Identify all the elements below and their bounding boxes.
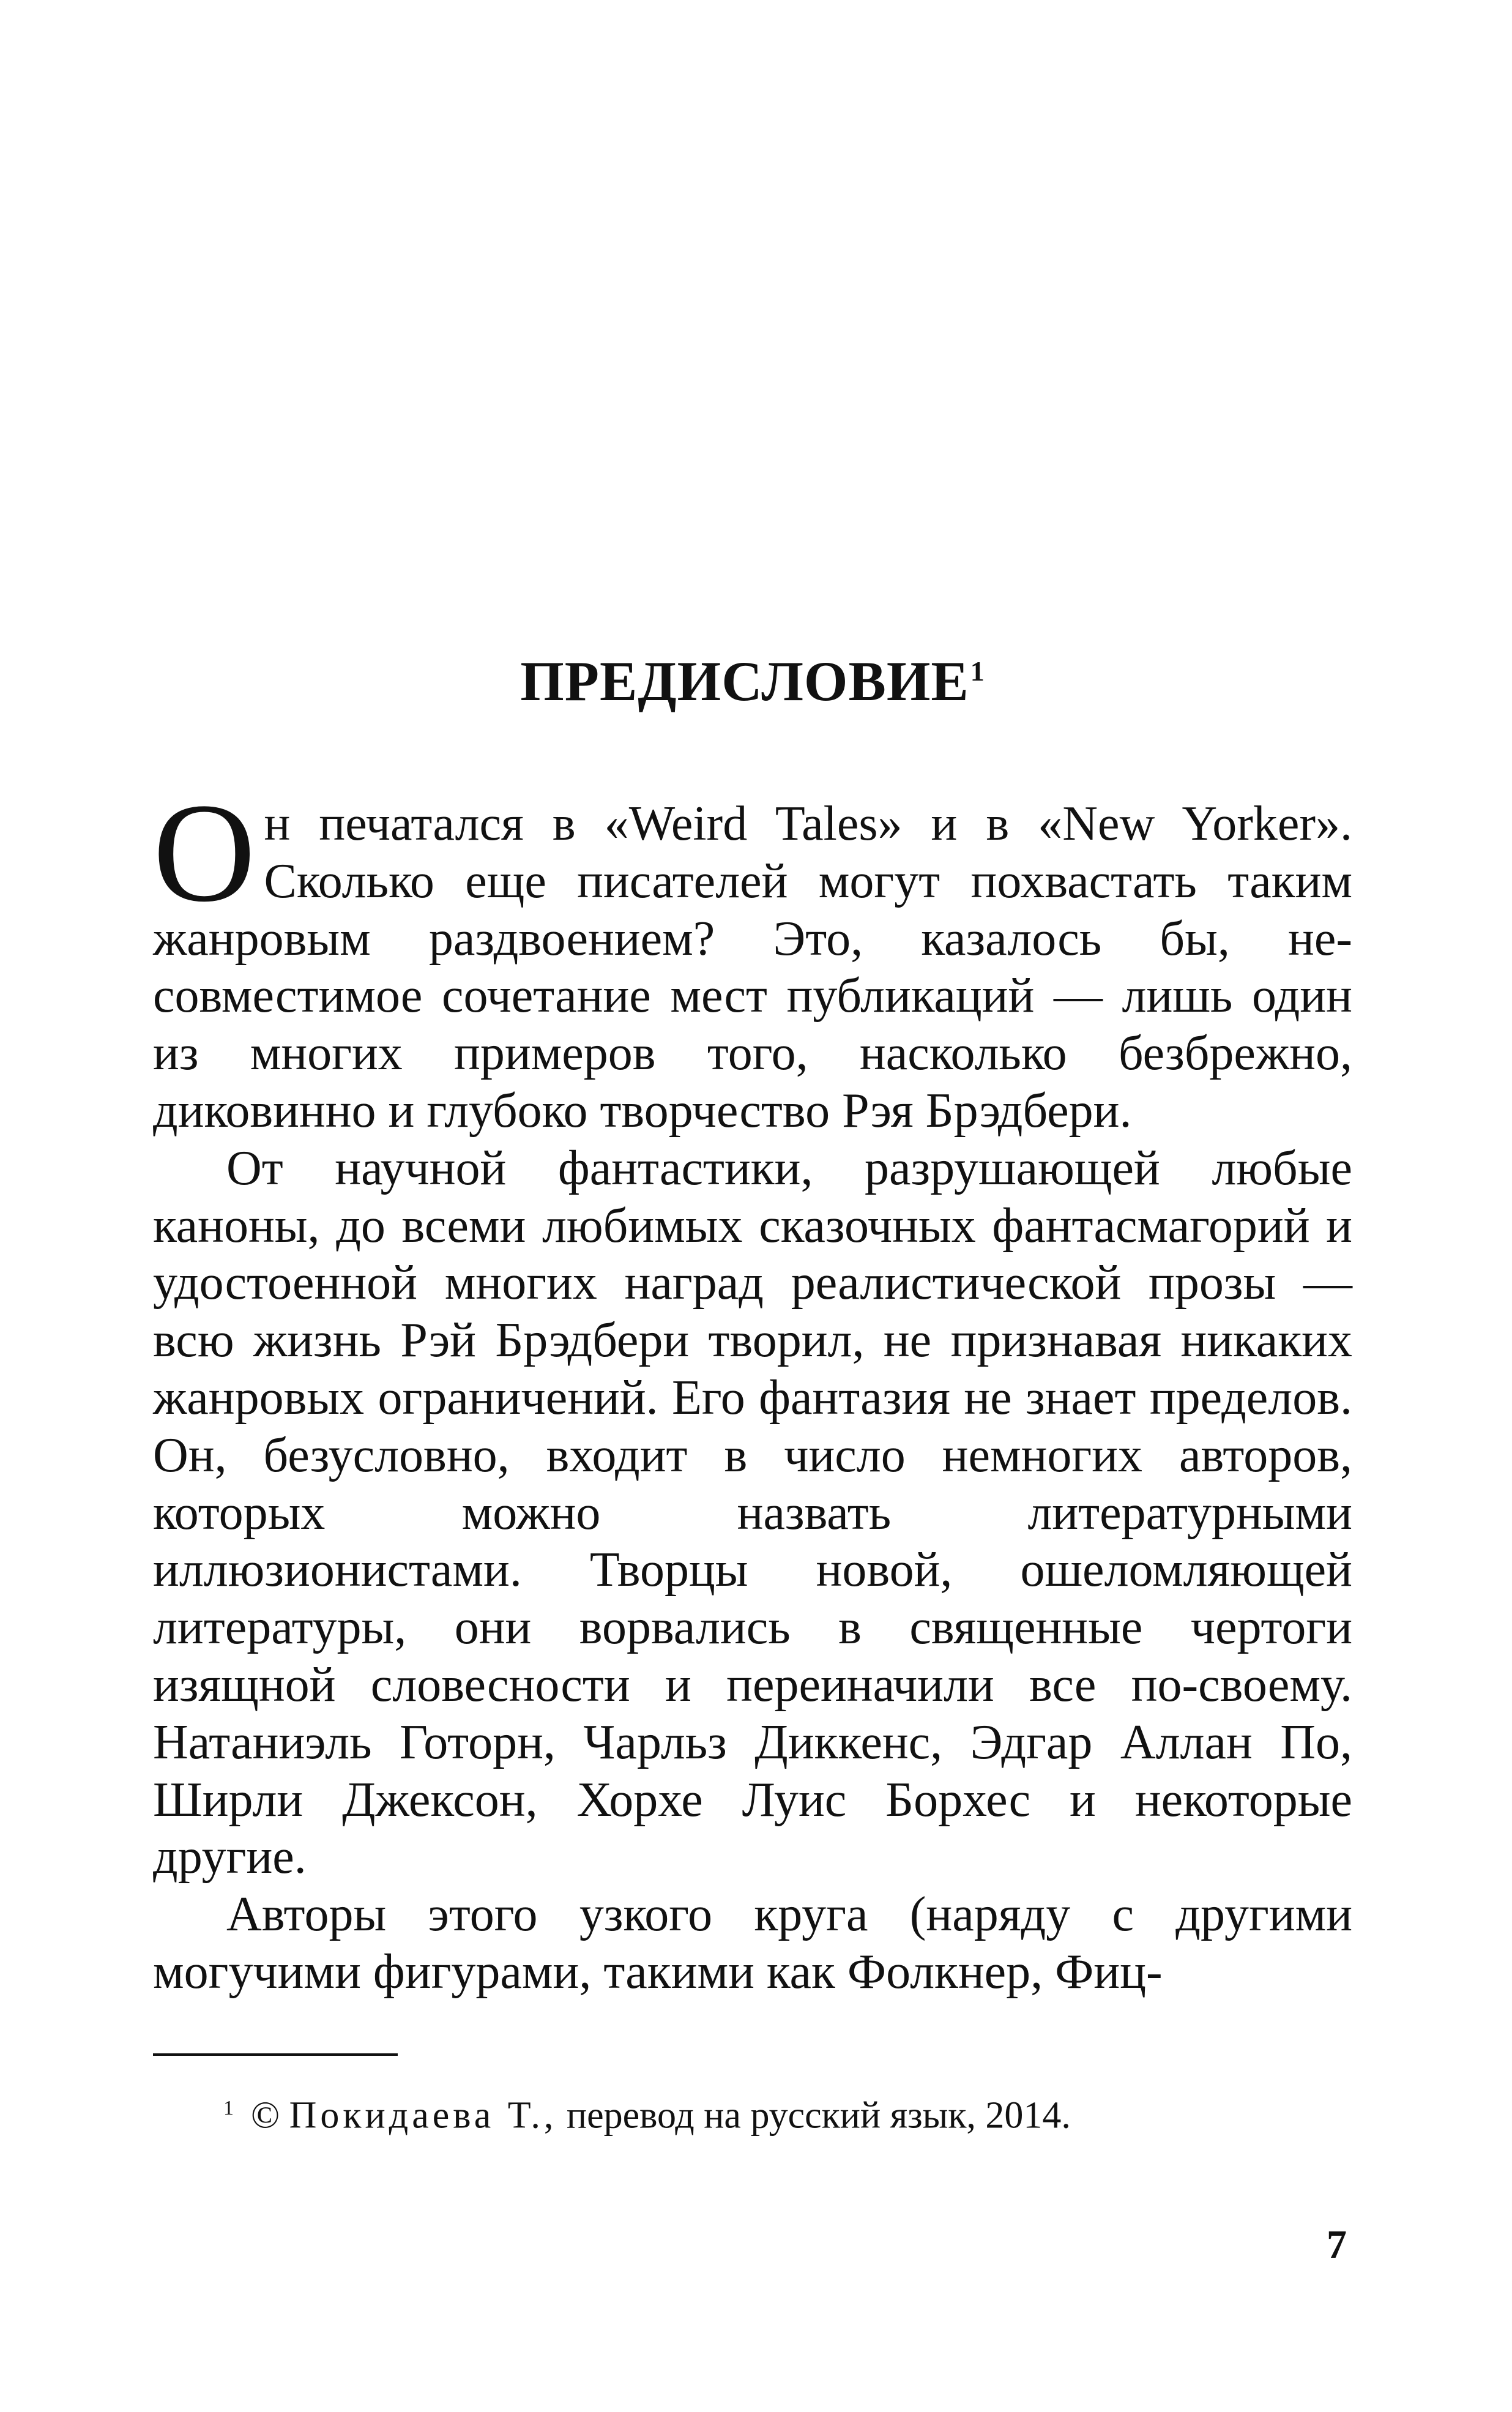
drop-cap: О bbox=[153, 774, 256, 932]
body-text bbox=[153, 774, 1352, 2001]
paragraph-1-text: н печатался в «Weird Tales» и в «New Yorker». Сколько еще писателей могут похвастать таким жанровым раздвоением? Это, казалось бы, несовместимое сочетание мест публикаций — лишь один из многих примеров того, насколько безбрежно, диковинно и глубоко творчество Рэя Брэдбери. bbox=[153, 797, 1352, 1138]
footnote bbox=[153, 2084, 1352, 2140]
footnote-text: перевод на русский язык, 2014. bbox=[566, 2094, 1071, 2137]
footnote-reference: 1 bbox=[970, 655, 985, 687]
page-number: 7 bbox=[1327, 2222, 1347, 2267]
footnote-mark: 1 bbox=[223, 2097, 234, 2119]
paragraph-1 bbox=[153, 774, 1352, 1140]
chapter-title-text: ПРЕДИСЛОВИЕ bbox=[520, 650, 969, 712]
paragraph-2: От научной фантастики, разрушающей любые каноны, до всеми любимых сказочных фантасмагорий и удостоенной многих наград реалистической прозы — всю жизнь Рэй Брэдбери творил, не признавая никаких жанровых ограничений. Его фантазия не знает пределов. Он, безусловно, входит в число немногих авторов, которых можно назвать литературными иллюзионистами. Творцы новой, ошеломляющей литературы, они ворвались в священные чертоги изящной словесности и переиначили все по-своему. Натаниэль Готорн, Чарльз Диккенс, Эдгар Аллан По, Ширли Джексон, Хорхе Луис Борхес и некоторые другие. bbox=[153, 1141, 1352, 1884]
copyright-symbol: © bbox=[251, 2094, 280, 2137]
paragraph-3: Авторы этого узкого круга (наряду с другими могучими фигурами, такими как Фолкнер, Фиц- bbox=[153, 1887, 1352, 1999]
footnote-author: Покидаева Т., bbox=[289, 2094, 557, 2137]
chapter-title bbox=[153, 649, 1352, 714]
footnote-divider bbox=[153, 2053, 398, 2056]
